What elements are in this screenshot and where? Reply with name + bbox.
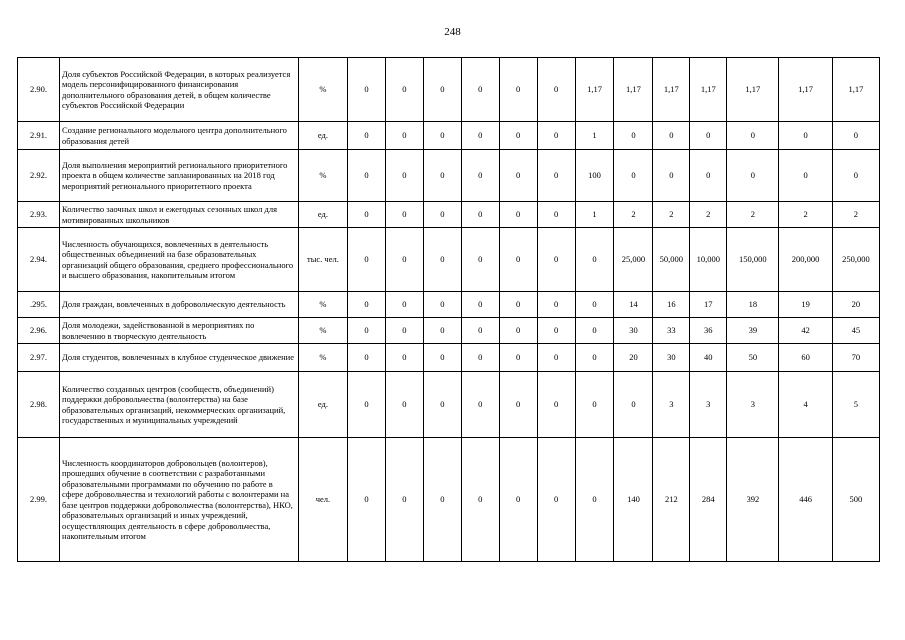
value-cell: 250,000 xyxy=(832,228,879,292)
value-cell: 1,17 xyxy=(779,58,832,122)
value-cell: 0 xyxy=(575,344,614,372)
indicator-name-cell: Численность обучающихся, вовлеченных в деятельность общественных объединений на базе образовательных организаций общего образования, среднего профессионального и высшего образования, накопительным итогом xyxy=(60,228,299,292)
indicator-name-cell: Количество заочных школ и ежегодных сезонных школ для мотивированных школьников xyxy=(60,202,299,228)
value-cell: 0 xyxy=(614,122,653,150)
value-cell: 39 xyxy=(727,318,779,344)
indicator-name-cell: Создание регионального модельного центра дополнительного образования детей xyxy=(60,122,299,150)
value-cell: 36 xyxy=(690,318,727,344)
value-cell: 0 xyxy=(461,438,499,562)
table-row xyxy=(18,438,880,562)
unit-cell: тыс. чел. xyxy=(298,228,347,292)
value-cell: 0 xyxy=(575,438,614,562)
value-cell: 0 xyxy=(385,438,423,562)
indicator-name-cell: Доля студентов, вовлеченных в клубное студенческое движение xyxy=(60,344,299,372)
value-cell: 0 xyxy=(499,372,537,438)
value-cell: 0 xyxy=(499,202,537,228)
value-cell: 0 xyxy=(423,122,461,150)
value-cell: 0 xyxy=(385,372,423,438)
table-row xyxy=(18,122,880,150)
table-row xyxy=(18,150,880,202)
value-cell: 0 xyxy=(537,202,575,228)
value-cell: 0 xyxy=(499,344,537,372)
unit-cell: % xyxy=(298,344,347,372)
value-cell: 0 xyxy=(423,202,461,228)
value-cell: 0 xyxy=(499,58,537,122)
value-cell: 16 xyxy=(653,292,690,318)
value-cell: 0 xyxy=(423,318,461,344)
value-cell: 284 xyxy=(690,438,727,562)
table-row xyxy=(18,58,880,122)
value-cell: 0 xyxy=(537,372,575,438)
row-number-cell: 2.94. xyxy=(18,228,60,292)
value-cell: 0 xyxy=(461,318,499,344)
value-cell: 0 xyxy=(499,292,537,318)
value-cell: 0 xyxy=(348,438,386,562)
unit-cell: % xyxy=(298,58,347,122)
indicator-name-cell: Доля граждан, вовлеченных в добровольческую деятельность xyxy=(60,292,299,318)
value-cell: 0 xyxy=(385,292,423,318)
value-cell: 30 xyxy=(614,318,653,344)
unit-cell: % xyxy=(298,150,347,202)
indicator-name-cell: Доля выполнения мероприятий регионального приоритетного проекта в общем количестве запланированных на 2018 год мероприятий регионального приоритетного проекта xyxy=(60,150,299,202)
value-cell: 14 xyxy=(614,292,653,318)
value-cell: 0 xyxy=(423,150,461,202)
value-cell: 2 xyxy=(779,202,832,228)
value-cell: 0 xyxy=(499,122,537,150)
value-cell: 0 xyxy=(385,344,423,372)
value-cell: 0 xyxy=(653,150,690,202)
value-cell: 0 xyxy=(423,58,461,122)
value-cell: 19 xyxy=(779,292,832,318)
value-cell: 0 xyxy=(779,150,832,202)
value-cell: 0 xyxy=(385,122,423,150)
value-cell: 0 xyxy=(614,372,653,438)
value-cell: 0 xyxy=(537,292,575,318)
value-cell: 0 xyxy=(385,150,423,202)
value-cell: 20 xyxy=(832,292,879,318)
value-cell: 1,17 xyxy=(832,58,879,122)
value-cell: 2 xyxy=(690,202,727,228)
value-cell: 0 xyxy=(461,150,499,202)
value-cell: 1,17 xyxy=(727,58,779,122)
value-cell: 392 xyxy=(727,438,779,562)
value-cell: 0 xyxy=(348,202,386,228)
row-number-cell: 2.96. xyxy=(18,318,60,344)
value-cell: 20 xyxy=(614,344,653,372)
row-number-cell: .295. xyxy=(18,292,60,318)
value-cell: 40 xyxy=(690,344,727,372)
value-cell: 0 xyxy=(423,438,461,562)
value-cell: 1 xyxy=(575,122,614,150)
row-number-cell: 2.98. xyxy=(18,372,60,438)
value-cell: 0 xyxy=(461,228,499,292)
indicator-name-cell: Численность координаторов добровольцев (волонтеров), прошедших обучение в соответствии с разработанными образовательными программами по обучению по работе в сфере добровольчества и технологий работы с волонтерами на базе центров поддержки добровольчества (волонтерства), НКО, образовательных организаций и иных учреждений, осуществляющих деятельность в сфере добровольчества, накопительным итогом xyxy=(60,438,299,562)
value-cell: 446 xyxy=(779,438,832,562)
table-row xyxy=(18,372,880,438)
value-cell: 1,17 xyxy=(690,58,727,122)
value-cell: 10,000 xyxy=(690,228,727,292)
value-cell: 0 xyxy=(537,228,575,292)
value-cell: 0 xyxy=(423,372,461,438)
value-cell: 0 xyxy=(385,318,423,344)
value-cell: 0 xyxy=(537,122,575,150)
value-cell: 0 xyxy=(537,58,575,122)
indicators-table xyxy=(17,57,880,562)
value-cell: 60 xyxy=(779,344,832,372)
value-cell: 17 xyxy=(690,292,727,318)
value-cell: 0 xyxy=(423,292,461,318)
value-cell: 33 xyxy=(653,318,690,344)
value-cell: 0 xyxy=(348,344,386,372)
row-number-cell: 2.97. xyxy=(18,344,60,372)
value-cell: 3 xyxy=(727,372,779,438)
value-cell: 0 xyxy=(779,122,832,150)
value-cell: 0 xyxy=(348,150,386,202)
row-number-cell: 2.91. xyxy=(18,122,60,150)
value-cell: 42 xyxy=(779,318,832,344)
value-cell: 0 xyxy=(690,150,727,202)
value-cell: 3 xyxy=(653,372,690,438)
row-number-cell: 2.93. xyxy=(18,202,60,228)
value-cell: 0 xyxy=(499,150,537,202)
indicator-name-cell: Доля молодежи, задействованной в мероприятиях по вовлечению в творческую деятельность xyxy=(60,318,299,344)
value-cell: 200,000 xyxy=(779,228,832,292)
value-cell: 1,17 xyxy=(614,58,653,122)
unit-cell: % xyxy=(298,318,347,344)
value-cell: 2 xyxy=(653,202,690,228)
value-cell: 2 xyxy=(832,202,879,228)
value-cell: 5 xyxy=(832,372,879,438)
value-cell: 0 xyxy=(348,58,386,122)
value-cell: 0 xyxy=(385,228,423,292)
value-cell: 500 xyxy=(832,438,879,562)
table-row xyxy=(18,318,880,344)
value-cell: 25,000 xyxy=(614,228,653,292)
value-cell: 0 xyxy=(348,228,386,292)
value-cell: 0 xyxy=(537,150,575,202)
value-cell: 0 xyxy=(461,202,499,228)
value-cell: 0 xyxy=(499,438,537,562)
value-cell: 0 xyxy=(727,122,779,150)
value-cell: 0 xyxy=(499,228,537,292)
value-cell: 0 xyxy=(575,372,614,438)
value-cell: 0 xyxy=(461,58,499,122)
value-cell: 0 xyxy=(461,292,499,318)
table-row xyxy=(18,344,880,372)
table-row xyxy=(18,202,880,228)
value-cell: 0 xyxy=(575,292,614,318)
value-cell: 3 xyxy=(690,372,727,438)
unit-cell: % xyxy=(298,292,347,318)
row-number-cell: 2.92. xyxy=(18,150,60,202)
value-cell: 30 xyxy=(653,344,690,372)
value-cell: 45 xyxy=(832,318,879,344)
value-cell: 0 xyxy=(537,318,575,344)
unit-cell: ед. xyxy=(298,372,347,438)
value-cell: 0 xyxy=(653,122,690,150)
value-cell: 212 xyxy=(653,438,690,562)
value-cell: 0 xyxy=(423,228,461,292)
value-cell: 0 xyxy=(461,372,499,438)
value-cell: 4 xyxy=(779,372,832,438)
unit-cell: чел. xyxy=(298,438,347,562)
value-cell: 70 xyxy=(832,344,879,372)
value-cell: 0 xyxy=(348,292,386,318)
value-cell: 0 xyxy=(348,372,386,438)
value-cell: 1,17 xyxy=(653,58,690,122)
value-cell: 100 xyxy=(575,150,614,202)
value-cell: 0 xyxy=(423,344,461,372)
value-cell: 0 xyxy=(537,438,575,562)
page-number: 248 xyxy=(444,26,461,38)
value-cell: 0 xyxy=(832,150,879,202)
row-number-cell: 2.99. xyxy=(18,438,60,562)
unit-cell: ед. xyxy=(298,122,347,150)
row-number-cell: 2.90. xyxy=(18,58,60,122)
value-cell: 0 xyxy=(727,150,779,202)
value-cell: 0 xyxy=(832,122,879,150)
value-cell: 2 xyxy=(727,202,779,228)
value-cell: 0 xyxy=(348,318,386,344)
value-cell: 0 xyxy=(499,318,537,344)
indicator-name-cell: Доля субъектов Российской Федерации, в которых реализуется модель персонифицированного финансирования дополнительного образования детей, в общем количестве субъектов Российской Федерации xyxy=(60,58,299,122)
value-cell: 18 xyxy=(727,292,779,318)
value-cell: 0 xyxy=(614,150,653,202)
table-row xyxy=(18,228,880,292)
value-cell: 1 xyxy=(575,202,614,228)
value-cell: 50 xyxy=(727,344,779,372)
value-cell: 0 xyxy=(537,344,575,372)
value-cell: 0 xyxy=(575,318,614,344)
value-cell: 50,000 xyxy=(653,228,690,292)
value-cell: 140 xyxy=(614,438,653,562)
value-cell: 0 xyxy=(348,122,386,150)
indicator-name-cell: Количество созданных центров (сообществ, объединений) поддержки добровольчества (волонтерства) на базе образовательных организаций, некоммерческих организаций, государственных и муниципальных учреждений xyxy=(60,372,299,438)
value-cell: 2 xyxy=(614,202,653,228)
value-cell: 150,000 xyxy=(727,228,779,292)
unit-cell: ед. xyxy=(298,202,347,228)
value-cell: 0 xyxy=(461,122,499,150)
table-row xyxy=(18,292,880,318)
value-cell: 0 xyxy=(385,202,423,228)
value-cell: 0 xyxy=(385,58,423,122)
value-cell: 0 xyxy=(690,122,727,150)
value-cell: 0 xyxy=(575,228,614,292)
value-cell: 0 xyxy=(461,344,499,372)
value-cell: 1,17 xyxy=(575,58,614,122)
